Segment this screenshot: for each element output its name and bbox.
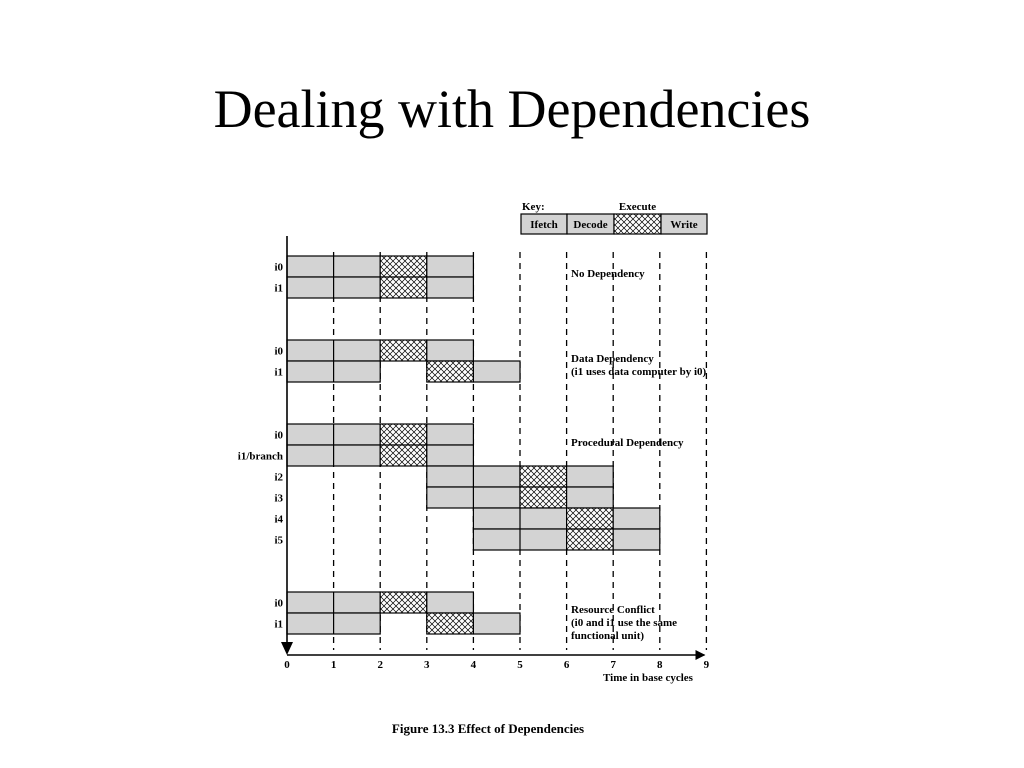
- stage-cell: [520, 487, 567, 508]
- stage-cell: [613, 508, 660, 529]
- x-tick-label: 7: [610, 659, 616, 671]
- group-annotation: Resource Conflict: [571, 604, 655, 616]
- stage-cell: [567, 466, 614, 487]
- x-tick-label: 0: [284, 659, 290, 671]
- group-annotation: Data Dependency: [571, 353, 654, 365]
- instruction-label: i5: [274, 534, 283, 547]
- group-annotation: (i0 and i1 use the same: [571, 617, 678, 629]
- instruction-label: i0: [274, 429, 283, 442]
- stage-cell: [380, 445, 427, 466]
- x-tick-label: 6: [563, 659, 570, 671]
- x-tick-label: 2: [377, 659, 383, 671]
- x-tick-label: 9: [703, 659, 710, 671]
- stage-cell: [473, 613, 520, 634]
- key-label: Decode: [573, 219, 608, 231]
- instruction-label: i1: [274, 366, 283, 379]
- stage-cell: [427, 277, 474, 298]
- stage-cell: [380, 256, 427, 277]
- x-tick-label: 3: [424, 659, 430, 671]
- stage-cell: [427, 256, 474, 277]
- stage-cell: [427, 361, 474, 382]
- x-tick-label: 8: [657, 659, 663, 671]
- instruction-label: i3: [274, 492, 283, 505]
- key-label: Ifetch: [530, 219, 558, 231]
- key-label: Execute: [618, 201, 657, 213]
- stage-cell: [427, 445, 474, 466]
- instruction-label: i1: [274, 618, 283, 631]
- instruction-label: i1/branch: [237, 450, 283, 463]
- x-tick-label: 1: [330, 659, 337, 671]
- figure-caption: Figure 13.3 Effect of Dependencies: [391, 721, 585, 736]
- instruction-label: i4: [274, 513, 283, 526]
- instruction-label: i0: [274, 261, 283, 274]
- stage-cell: [380, 277, 427, 298]
- group-annotation: functional unit): [571, 630, 645, 642]
- stage-cell: [427, 340, 474, 361]
- stage-cell: [567, 508, 614, 529]
- stage-cell: [567, 487, 614, 508]
- stage-cell: [567, 529, 614, 550]
- instruction-label: i0: [274, 597, 283, 610]
- group-annotation: (i1 uses data computer by i0): [571, 366, 707, 378]
- group-annotation: No Dependency: [571, 268, 645, 280]
- stage-cell: [520, 466, 567, 487]
- x-tick-label: 5: [517, 659, 523, 671]
- stage-cell: [427, 613, 474, 634]
- x-tick-label: 4: [470, 659, 477, 671]
- slide-title: Dealing with Dependencies: [213, 79, 811, 139]
- stage-cell: [380, 424, 427, 445]
- stage-cell: [613, 529, 660, 550]
- stage-cell: [380, 592, 427, 613]
- stage-cell: [427, 592, 474, 613]
- vertical-axis-arrow: [281, 642, 293, 655]
- stage-cell: [380, 340, 427, 361]
- instruction-label: i1: [274, 282, 283, 295]
- group-annotation: Procedural Dependency: [571, 437, 684, 449]
- stage-cell: [473, 361, 520, 382]
- key-swatch: [614, 214, 661, 234]
- key-label: Write: [670, 219, 698, 231]
- key-title: Key:: [522, 201, 545, 213]
- instruction-label: i0: [274, 345, 283, 358]
- x-axis-label: Time in base cycles: [603, 672, 693, 684]
- instruction-label: i2: [274, 471, 283, 484]
- stage-cell: [427, 424, 474, 445]
